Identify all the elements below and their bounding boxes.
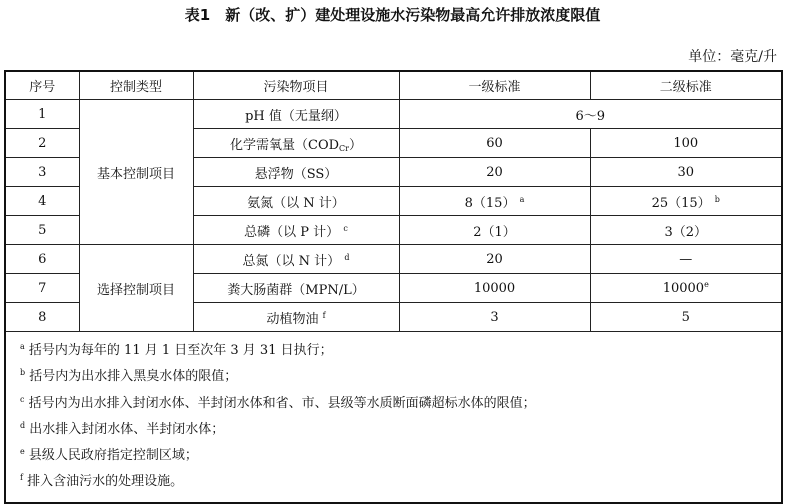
row-grade2: — — [590, 245, 782, 274]
footnote — [20, 338, 769, 364]
footnote-text: 出水排入封闭水体、半封闭水体； — [29, 421, 225, 437]
row-grade2 — [590, 274, 782, 303]
footnote-text: 排入含油污水的处理设施。 — [27, 474, 184, 490]
row-item — [193, 216, 399, 245]
footnote-text: 县级人民政府指定控制区域； — [28, 448, 198, 464]
row-grade2 — [590, 187, 782, 216]
footnote-mark: a — [20, 342, 25, 351]
row-item — [193, 129, 399, 158]
footnote-text: 括号内为每年的 11 月 1 日至次年 3 月 31 日执行； — [28, 343, 333, 358]
row-seq: 5 — [5, 216, 79, 245]
footnote-text: 括号内为出水排入黑臭水体的限值； — [29, 369, 238, 385]
row-grade2-text: 25（15） — [651, 195, 711, 211]
header-row — [5, 71, 782, 100]
table-row — [5, 245, 782, 274]
group-basic: 基本控制项目 — [79, 100, 193, 245]
row-item — [193, 245, 399, 274]
header-grade1: 一级标准 — [399, 71, 590, 100]
footnote-mark: e — [704, 279, 709, 289]
footnote-mark: c — [343, 223, 348, 233]
header-grade2: 二级标准 — [590, 71, 782, 100]
footnote-text: 括号内为出水排入封闭水体、半封闭水体和省、市、县级等水质断面磷超标水体的限值； — [28, 395, 536, 411]
row-item: 悬浮物（SS） — [193, 158, 399, 187]
row-seq: 1 — [5, 100, 79, 129]
footnote — [20, 443, 769, 469]
footnote-mark: b — [20, 368, 26, 378]
footnote — [20, 364, 769, 390]
unit-label: 单位：毫克/升 — [688, 49, 777, 65]
row-item: 氨氮（以 N 计） — [193, 187, 399, 216]
row-grade1: 2（1） — [399, 216, 590, 245]
footnote-mark: a — [519, 194, 525, 204]
footnote-mark: d — [344, 252, 350, 262]
row-grade1: 20 — [399, 245, 590, 274]
row-item: 粪大肠菌群（MPN/L） — [193, 274, 399, 303]
row-item-text: 总氮（以 N 计） — [242, 253, 341, 269]
row-grade2: 5 — [590, 303, 782, 332]
header-seq: 序号 — [5, 71, 79, 100]
row-grade1: 10000 — [399, 274, 590, 303]
header-item: 污染物项目 — [193, 71, 399, 100]
row-item-tail: ） — [348, 137, 362, 153]
row-item-text: 动植物油 — [266, 311, 319, 327]
row-grade2: 30 — [590, 158, 782, 187]
row-item: pH 值（无量纲） — [193, 100, 399, 129]
notes-cell — [5, 332, 782, 503]
row-item-text: 总磷（以 P 计） — [244, 224, 340, 240]
row-seq: 6 — [5, 245, 79, 274]
row-seq: 2 — [5, 129, 79, 158]
row-seq: 3 — [5, 158, 79, 187]
footnote — [20, 391, 769, 417]
footnote — [20, 469, 769, 495]
table-row — [5, 100, 782, 129]
row-grade1: 60 — [399, 129, 590, 158]
row-item-text: 化学需氧量（COD — [230, 137, 340, 153]
row-item-subscript: Cr — [339, 143, 349, 153]
row-grade1: 3 — [399, 303, 590, 332]
notes-row — [5, 332, 782, 503]
row-combined-value: 6～9 — [399, 100, 782, 129]
header-type: 控制类型 — [79, 71, 193, 100]
limits-table — [4, 70, 783, 504]
row-seq: 4 — [5, 187, 79, 216]
table-title: 表1 新（改、扩）建处理设施水污染物最高允许排放浓度限值 — [184, 6, 601, 24]
group-optional: 选择控制项目 — [79, 245, 193, 332]
footnote-mark: b — [714, 194, 720, 204]
row-grade1-text: 8（15） — [464, 195, 516, 211]
row-seq: 8 — [5, 303, 79, 332]
row-item — [193, 303, 399, 332]
row-grade1 — [399, 187, 590, 216]
footnote-mark: f — [20, 473, 23, 483]
footnote-mark: e — [20, 447, 25, 457]
footnote-mark: c — [20, 394, 25, 404]
row-seq: 7 — [5, 274, 79, 303]
row-grade1: 20 — [399, 158, 590, 187]
row-grade2-text: 10000 — [662, 280, 705, 296]
row-grade2: 100 — [590, 129, 782, 158]
footnote-mark: f — [322, 310, 326, 320]
footnote-mark: d — [20, 420, 26, 430]
footnote — [20, 417, 769, 443]
row-grade2: 3（2） — [590, 216, 782, 245]
